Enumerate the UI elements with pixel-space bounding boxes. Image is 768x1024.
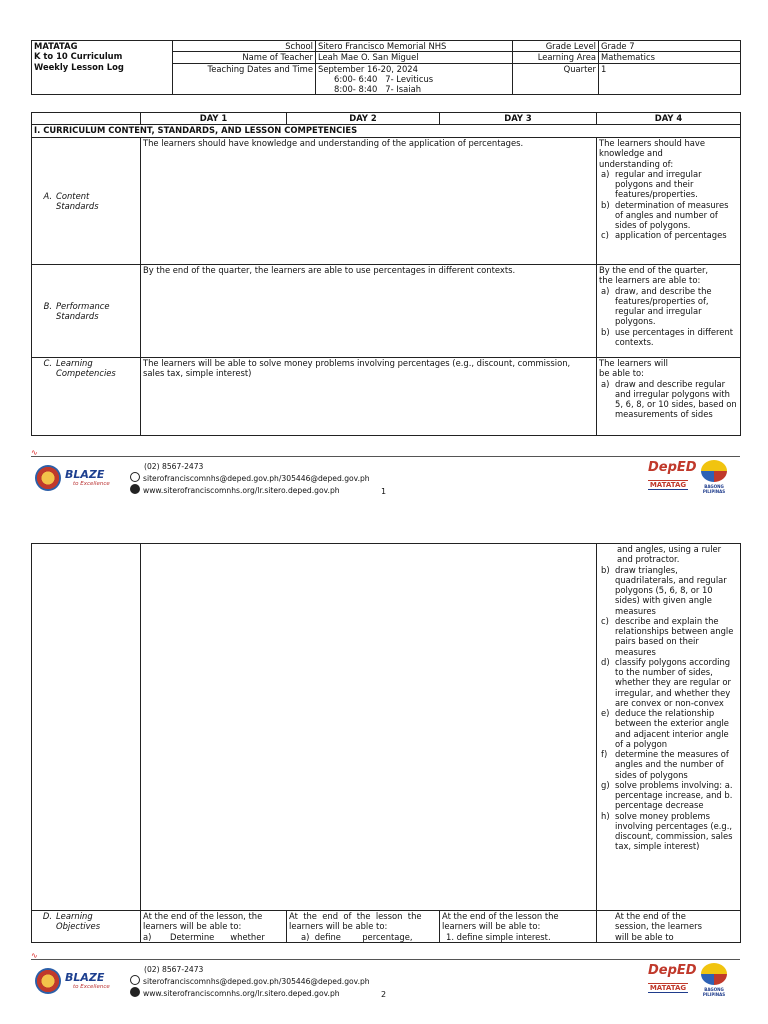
sun-emblem-icon (701, 963, 727, 985)
item-marker: b) (601, 199, 610, 210)
item-marker: h) (601, 810, 610, 821)
bagong-pilipinas-logo (693, 961, 735, 995)
footer-divider (31, 959, 740, 960)
list-item (601, 708, 738, 749)
area-label: Learning Area (513, 52, 599, 63)
teacher-label: Name of Teacher (173, 52, 316, 63)
grade-label: Grade Level (513, 41, 599, 52)
list-item (601, 230, 738, 241)
objective-line: 1. define simple interest. (446, 931, 551, 942)
objective-marker: a) (143, 931, 152, 942)
objective-line: session, the learners (615, 921, 702, 932)
title-line-1: MATATAG (34, 41, 78, 51)
item-text: draw, and describe the features/properties of, regular and irregular polygons. (615, 285, 712, 327)
list-item (601, 199, 738, 231)
sun-emblem-icon (701, 460, 727, 482)
list-item (601, 810, 738, 852)
label-line-2: Standards (56, 311, 99, 321)
contact-info (130, 965, 371, 999)
day-header-row (32, 113, 741, 125)
bagong-pilipinas-text: BAGONG PILIPINAS (702, 987, 726, 997)
objective-line: learners will be able to: (442, 921, 541, 932)
item-text: determine the measures of angles and the number of sides of polygons (615, 749, 729, 780)
email-link[interactable]: siterofranciscomnhs@deped.gov.ph/305446@deped.gov.ph (143, 977, 370, 986)
content-standards-label (32, 138, 141, 265)
item-text: determination of measures of angles and number of sides of polygons. (615, 199, 729, 230)
intro-line: The learners will (599, 358, 668, 368)
school-seal-icon (35, 968, 61, 994)
item-a-continued: and angles, using a ruler and protractor. (617, 544, 722, 565)
item-marker: a) (601, 168, 610, 179)
blaze-wordmark: BLAZE (65, 468, 105, 481)
email-link[interactable]: siterofranciscomnhs@deped.gov.ph/305446@deped.gov.ph (143, 474, 370, 483)
performance-standards-label (32, 265, 141, 358)
list-item (601, 326, 738, 348)
deped-logo (648, 963, 696, 993)
objective-line: At the end of the (615, 911, 686, 921)
objectives-day4 (597, 911, 741, 943)
intro-line: The learners should have (599, 138, 706, 148)
deped-wordmark-a: Dep (648, 963, 677, 978)
objectives-day3 (440, 911, 597, 943)
time-slot-2: 8:00- 8:40 7- Isaiah (334, 84, 422, 94)
blaze-wordmark: BLAZE (65, 971, 105, 984)
grade-value: Grade 7 (599, 41, 741, 52)
content-standards-text: The learners should have knowledge and understanding of the application of percentages. (141, 138, 597, 265)
matatag-wordmark: MATATAG (649, 983, 687, 992)
list-item (601, 168, 738, 200)
intro-line: understanding of: (599, 158, 674, 169)
intro-line: By the end of the quarter, (599, 265, 709, 275)
label-line-1: Performance (56, 300, 110, 311)
time-slot-1: 6:00- 6:40 7- Leviticus (334, 73, 434, 84)
item-marker: d) (601, 656, 610, 667)
list-item (601, 615, 738, 657)
dates-value: September 16-20, 2024 (318, 63, 418, 74)
objective-line: learners will be able to: (143, 921, 242, 932)
label-line-2: Standards (56, 201, 99, 211)
school-seal-icon (35, 465, 61, 491)
blank-label-cell (32, 544, 141, 911)
objective-line: At the end of the lesson the (289, 911, 422, 921)
deped-wordmark-a: Dep (648, 460, 677, 475)
page-1-footer (31, 448, 740, 498)
learning-competencies-row (32, 358, 741, 436)
accent-mark: ∿ (31, 951, 38, 960)
row-letter: B. (43, 300, 52, 311)
teacher-value: Leah Mae O. San Miguel (316, 52, 513, 63)
objective-line: will be able to (615, 931, 674, 942)
dates-label: Teaching Dates and Time (173, 63, 316, 95)
header-table (31, 40, 741, 95)
item-marker: b) (601, 564, 610, 575)
performance-standards-row (32, 265, 741, 358)
blaze-tagline: to Excellence (73, 481, 110, 487)
objective-line: At the end of the lesson, the (143, 911, 263, 921)
label-line-1: Content (56, 190, 90, 201)
item-text: classify polygons according to the number of sides, whether they are regular or irregular, and whether they are convex or non-convex (615, 656, 731, 708)
deped-logo (648, 460, 696, 490)
title-line-3: Weekly Lesson Log (34, 61, 124, 72)
item-marker: a) (601, 285, 610, 296)
intro-line: be able to: (599, 368, 644, 379)
website-link[interactable]: www.siterofranciscomnhs.org/lr.sitero.deped.gov.ph (143, 989, 340, 998)
school-label: School (173, 41, 316, 52)
log-title (32, 41, 173, 95)
label-line-2: Objectives (56, 921, 101, 932)
item-text: solve problems involving: a. percentage increase, and b. percentage decrease (615, 779, 733, 811)
page-2-footer (31, 951, 740, 1001)
row-letter: A. (43, 190, 52, 201)
label-line-2: Competencies (56, 368, 116, 379)
page-number: 2 (381, 990, 387, 999)
day-2-header: DAY 2 (287, 113, 440, 125)
phone: (02) 8567-2473 (144, 462, 204, 471)
item-text: solve money problems involving percentages (e.g., discount, commission, sales tax, simple interest) (615, 810, 733, 852)
accent-mark: ∿ (31, 448, 38, 457)
label-line-1: Learning (56, 358, 93, 368)
row-letter: C. (43, 358, 52, 368)
page-number: 1 (381, 487, 387, 496)
list-item (601, 656, 738, 708)
performance-standards-text: By the end of the quarter, the learners are able to use percentages in different contexts. (141, 265, 597, 358)
list-item (601, 564, 738, 616)
item-marker: c) (601, 230, 609, 241)
learning-competencies-label (32, 358, 141, 436)
bagong-pilipinas-text: BAGONG PILIPINAS (702, 484, 726, 494)
content-standards-row (32, 138, 741, 265)
learning-competencies-day4 (597, 358, 741, 436)
list-item (601, 779, 738, 811)
email-icon (130, 975, 140, 985)
learning-objectives-row (32, 911, 741, 943)
quarter-label: Quarter (513, 63, 599, 95)
day-3-header: DAY 3 (440, 113, 597, 125)
content-standards-day4 (597, 138, 741, 265)
title-line-2: K to 10 Curriculum (34, 51, 123, 62)
blaze-tagline: to Excellence (73, 984, 110, 990)
list-item (601, 285, 738, 327)
list-item (601, 378, 738, 420)
blank-content-cell (141, 544, 597, 911)
item-text: draw triangles, quadrilaterals, and regular polygons (5, 6, 8, or 10 sides) with given angle measures (615, 564, 727, 616)
deped-wordmark-b: ED (676, 963, 697, 978)
area-value: Mathematics (599, 52, 741, 63)
intro-line: knowledge and (599, 148, 663, 159)
contact-info (130, 462, 371, 496)
day-1-header: DAY 1 (141, 113, 287, 125)
phone: (02) 8567-2473 (144, 965, 204, 974)
list-item (601, 749, 738, 780)
item-text: regular and irregular polygons and their features/properties. (615, 168, 702, 200)
objective-line: learners will be able to: (289, 921, 388, 932)
learning-objectives-label (32, 911, 141, 943)
blank-header (32, 113, 141, 125)
bagong-pilipinas-logo (693, 458, 735, 492)
item-text: deduce the relationship between the exterior angle and adjacent interior angle of a polygon (615, 708, 729, 749)
lesson-table (31, 112, 741, 436)
page-2 (0, 512, 768, 1024)
website-link[interactable]: www.siterofranciscomnhs.org/lr.sitero.deped.gov.ph (143, 486, 340, 495)
competencies-continued-day4 (597, 544, 741, 911)
item-text: application of percentages (615, 230, 727, 241)
item-marker: c) (601, 615, 609, 626)
item-text: describe and explain the relationships between angle pairs based on their measures (615, 615, 734, 657)
competencies-continued-row (32, 544, 741, 911)
lesson-table-continued (31, 543, 741, 943)
blaze-logo (35, 465, 117, 491)
label-line-1: Learning (56, 911, 93, 921)
intro-line: the learners are able to: (599, 275, 701, 286)
quarter-value: 1 (599, 63, 741, 95)
deped-wordmark-b: ED (676, 460, 697, 475)
school-value: Sitero Francisco Memorial NHS (316, 41, 513, 52)
globe-icon (130, 484, 140, 494)
day-4-header: DAY 4 (597, 113, 741, 125)
objective-line: a) define percentage, (301, 931, 413, 942)
dates-value-cell (316, 63, 513, 95)
blaze-logo (35, 968, 117, 994)
item-marker: f) (601, 749, 608, 759)
section-title: I. CURRICULUM CONTENT, STANDARDS, AND LESSON COMPETENCIES (32, 125, 741, 138)
performance-standards-day4 (597, 265, 741, 358)
objective-line: Determine whether (170, 931, 265, 942)
item-text: draw and describe regular and irregular polygons with 5, 6, 8, or 10 sides, based on measurements of sides (615, 378, 737, 420)
item-marker: g) (601, 779, 610, 790)
email-icon (130, 472, 140, 482)
learning-competencies-text: The learners will be able to solve money problems involving percentages (e.g., discount, commission, sales tax, simple interest) (141, 358, 597, 436)
item-text: use percentages in different contexts. (615, 326, 734, 347)
row-letter: D. (42, 911, 52, 921)
item-marker: e) (601, 708, 610, 718)
matatag-wordmark: MATATAG (649, 480, 687, 489)
objective-line: At the end of the lesson the (442, 911, 559, 921)
item-marker: a) (601, 378, 610, 389)
item-marker: b) (601, 326, 610, 337)
globe-icon (130, 987, 140, 997)
footer-divider (31, 456, 740, 457)
objectives-day2 (287, 911, 440, 943)
objectives-day1 (141, 911, 287, 943)
